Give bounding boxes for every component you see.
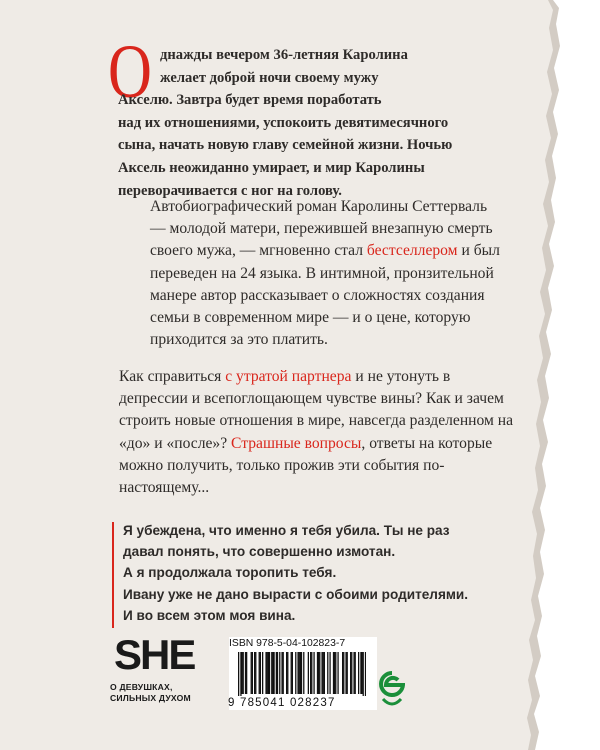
barcode-bar <box>334 652 335 694</box>
drop-cap: О <box>108 30 152 114</box>
questions-highlight: Страшные вопросы <box>231 434 362 452</box>
barcode-bar <box>272 652 273 694</box>
quote-accent-bar <box>112 522 114 628</box>
quote-line: И во всем этом моя вина. <box>123 607 296 623</box>
barcode-icon <box>238 652 366 696</box>
barcode-bar <box>343 652 344 694</box>
barcode-bar <box>353 652 354 694</box>
barcode-bar <box>276 652 277 694</box>
barcode-bar <box>297 652 298 694</box>
barcode-bar <box>299 652 300 694</box>
barcode-bar <box>283 652 284 694</box>
barcode-bar <box>355 652 356 694</box>
intro-line: переворачивается с ног на голову. <box>118 182 342 199</box>
barcode-bar <box>360 652 361 694</box>
series-tagline-line: О ДЕВУШКАХ, <box>110 682 173 692</box>
barcode-bar <box>252 652 253 694</box>
barcode-bar <box>311 652 312 694</box>
barcode-bar <box>241 652 242 694</box>
barcode-bar <box>323 652 324 694</box>
barcode-bar <box>286 652 287 694</box>
quote-line: Я убеждена, что именно я тебя убила. Ты не раз <box>123 523 450 538</box>
barcode-bar <box>321 652 322 694</box>
series-tagline-line: СИЛЬНЫХ ДУХОМ <box>110 692 191 703</box>
barcode-bar <box>358 652 359 694</box>
barcode-bar <box>324 652 325 694</box>
barcode-bar <box>329 652 330 694</box>
barcode-bar <box>265 652 266 694</box>
barcode-bar <box>300 652 301 694</box>
intro-line: над их отношениями, успокоить девятимесячного <box>118 114 449 131</box>
intro-paragraph <box>118 44 508 202</box>
barcode-bar <box>238 652 239 696</box>
barcode-bar <box>317 652 318 694</box>
barcode-bar <box>313 652 314 694</box>
barcode-bar <box>259 652 260 694</box>
barcode-bar <box>318 652 319 694</box>
barcode-bar <box>254 652 255 694</box>
barcode-bar <box>291 652 292 694</box>
pull-quote <box>123 520 543 626</box>
barcode-bar <box>342 652 343 694</box>
barcode-bar <box>345 652 346 694</box>
intro-line: Аксель неожиданно умирает, и мир Каролины <box>118 159 425 176</box>
series-logo-mark: SHE <box>114 631 195 678</box>
barcode-bar <box>301 652 302 694</box>
barcode-bar <box>310 652 311 694</box>
barcode-bar <box>363 652 364 696</box>
barcode-bar <box>255 652 256 694</box>
barcode-bar <box>292 652 293 694</box>
barcode-bar <box>350 652 351 694</box>
barcode-bar <box>268 652 269 694</box>
barcode-bar <box>273 652 274 694</box>
quote-line: Ивану уже не дано вырасти с обоими родителями. <box>123 586 469 602</box>
barcode-bar <box>361 652 362 694</box>
barcode-bar <box>347 652 348 694</box>
questions-text: и не утонуть в депрессии и всепоглощающем чувстве вины? Как и зачем строить новые отношения в мире, навсегда разделенном на «до» и «после»? <box>119 368 514 452</box>
quote-line: давал понять, что совершенно измотан. <box>123 544 396 560</box>
barcode-bar <box>271 652 272 694</box>
publisher-logo-icon <box>379 671 405 711</box>
barcode-bar <box>243 652 244 694</box>
questions-highlight: с утратой партнера <box>225 368 352 385</box>
barcode-bar <box>327 652 328 694</box>
barcode-bar <box>246 652 247 694</box>
barcode-bar <box>267 652 268 694</box>
about-paragraph <box>150 196 500 351</box>
quote-line: А я продолжала торопить тебя. <box>123 565 337 581</box>
barcode-bar <box>351 652 352 694</box>
series-tagline <box>110 682 191 703</box>
barcode-bar <box>245 652 246 694</box>
barcode-bar <box>319 652 320 694</box>
barcode-bar <box>251 652 252 694</box>
series-logo <box>110 631 220 714</box>
about-text: и был переведен на 24 языка. В интимной, пронзительной манере автор рассказывает о сложностях создания семьи в современном мире — и о цене, которую приходится за это платить. <box>150 242 500 349</box>
barcode-bar <box>287 652 288 694</box>
barcode-bar <box>279 652 280 694</box>
intro-line: днажды вечером 36-летняя Каролина <box>160 47 408 63</box>
barcode-bar <box>262 652 263 694</box>
barcode-digits: 9 785041 028237 <box>228 697 336 709</box>
intro-line: желает доброй ночи своему мужу <box>160 69 379 86</box>
barcode-bar <box>333 652 334 694</box>
barcode-bar <box>269 652 270 694</box>
barcode-bar <box>281 652 282 694</box>
barcode-bar <box>308 652 309 694</box>
about-highlight: бестселлером <box>366 242 458 260</box>
barcode-bar <box>303 652 304 694</box>
barcode-bar <box>260 652 261 694</box>
questions-text: , ответы на которые можно получить, только прожив эти события по-настоящему... <box>119 434 493 497</box>
barcode-bar <box>337 652 338 694</box>
isbn-label: ISBN 978-5-04-102823-7 <box>229 638 346 649</box>
about-text: Автобиографический роман Каролины Сеттерваль — молодой матери, пережившей внезапную смерть своего мужа, — мгновенно стал <box>150 198 493 260</box>
intro-line: сына, начать новую главу семейной жизни. Ночью <box>118 137 453 154</box>
barcode-bar <box>240 652 241 696</box>
intro-line: Акселю. Завтра будет время поработать <box>118 92 382 109</box>
questions-text: Как справиться <box>119 368 226 385</box>
questions-paragraph <box>119 366 514 499</box>
barcode-bar <box>277 652 278 694</box>
barcode-bar <box>335 652 336 694</box>
barcode-bar <box>295 652 296 694</box>
barcode-bar <box>365 652 366 696</box>
